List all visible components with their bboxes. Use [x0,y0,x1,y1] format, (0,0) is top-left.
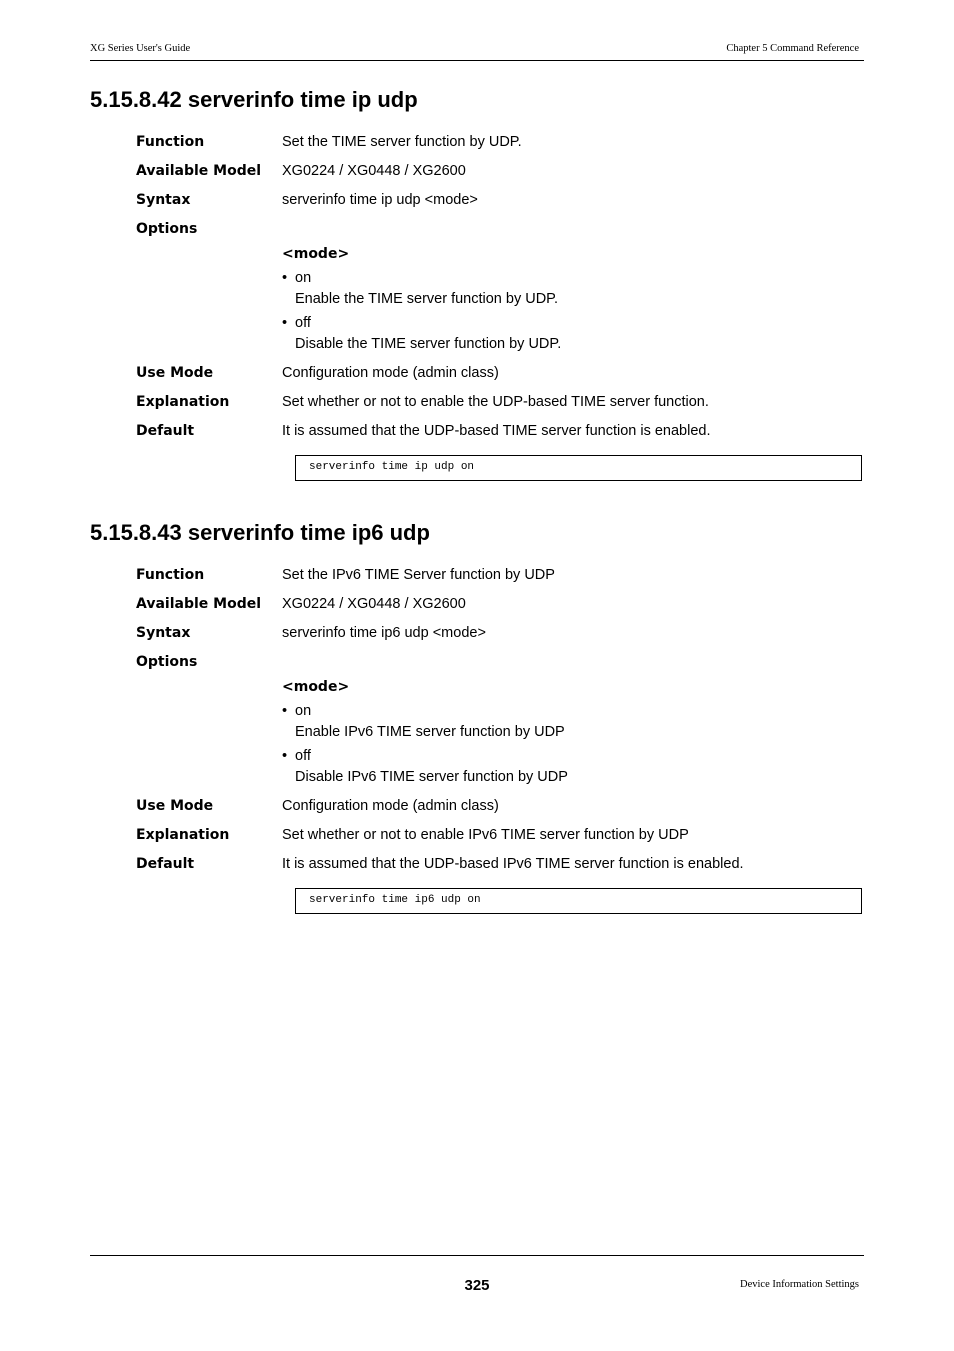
use-mode-value: Configuration mode (admin class) [282,798,499,814]
options-label: Options [136,654,198,670]
bullet-icon: • [282,703,288,719]
bullet-icon: • [282,315,288,331]
function-row [136,567,864,587]
explanation-row [136,394,864,414]
option-description: Enable IPv6 TIME server function by UDP [295,724,565,740]
available-model-label: Available Model [136,163,262,179]
default-value: It is assumed that the UDP-based TIME server function is enabled. [282,423,711,439]
use-mode-label: Use Mode [136,365,214,381]
available-model-value: XG0224 / XG0448 / XG2600 [282,596,466,612]
option-value: off [295,315,311,331]
function-label: Function [136,134,205,150]
explanation-label: Explanation [136,394,230,410]
option-value: off [295,748,311,764]
option-description: Disable IPv6 TIME server function by UDP [295,769,568,785]
use-mode-label: Use Mode [136,798,214,814]
option-description: Enable the TIME server function by UDP. [295,291,559,307]
option-item-off [282,315,311,331]
explanation-row [136,827,864,847]
options-row [136,654,864,674]
explanation-label: Explanation [136,827,230,843]
syntax-label: Syntax [136,625,191,641]
page-number: 325 [464,1277,490,1294]
section-title: 5.15.8.43 serverinfo time ip6 udp [90,520,430,545]
available-model-label: Available Model [136,596,262,612]
option-heading: <mode> [282,679,350,695]
default-label: Default [136,856,195,872]
footer-divider [90,1255,864,1256]
available-model-row [136,163,864,183]
syntax-label: Syntax [136,192,191,208]
function-row [136,134,864,154]
options-label: Options [136,221,198,237]
function-value: Set the IPv6 TIME Server function by UDP [282,567,555,583]
default-value: It is assumed that the UDP-based IPv6 TIME server function is enabled. [282,856,744,872]
default-row [136,423,864,443]
function-value: Set the TIME server function by UDP. [282,134,522,150]
use-mode-row [136,365,864,385]
function-label: Function [136,567,205,583]
bullet-icon: • [282,748,288,764]
option-item-on [282,703,311,719]
use-mode-row [136,798,864,818]
available-model-row [136,596,864,616]
footer-section-title: Device Information Settings [740,1279,859,1290]
code-example: serverinfo time ip6 udp on [295,888,862,914]
use-mode-value: Configuration mode (admin class) [282,365,499,381]
bullet-icon: • [282,270,288,286]
syntax-row [136,192,864,212]
option-heading: <mode> [282,246,350,262]
section-title: 5.15.8.42 serverinfo time ip udp [90,87,418,112]
header-divider [90,60,864,61]
header-guide-title: XG Series User's Guide [90,43,191,54]
option-item-on [282,270,311,286]
header-chapter-title: Chapter 5 Command Reference [726,43,859,54]
default-label: Default [136,423,195,439]
default-row [136,856,864,876]
syntax-row [136,625,864,645]
option-value: on [295,703,312,719]
option-item-off [282,748,311,764]
code-example: serverinfo time ip udp on [295,455,862,481]
option-value: on [295,270,312,286]
syntax-value: serverinfo time ip6 udp <mode> [282,625,486,641]
options-row [136,221,864,241]
option-description: Disable the TIME server function by UDP. [295,336,562,352]
syntax-value: serverinfo time ip udp <mode> [282,192,478,208]
available-model-value: XG0224 / XG0448 / XG2600 [282,163,466,179]
explanation-value: Set whether or not to enable the UDP-based TIME server function. [282,394,709,410]
explanation-value: Set whether or not to enable IPv6 TIME server function by UDP [282,827,689,843]
